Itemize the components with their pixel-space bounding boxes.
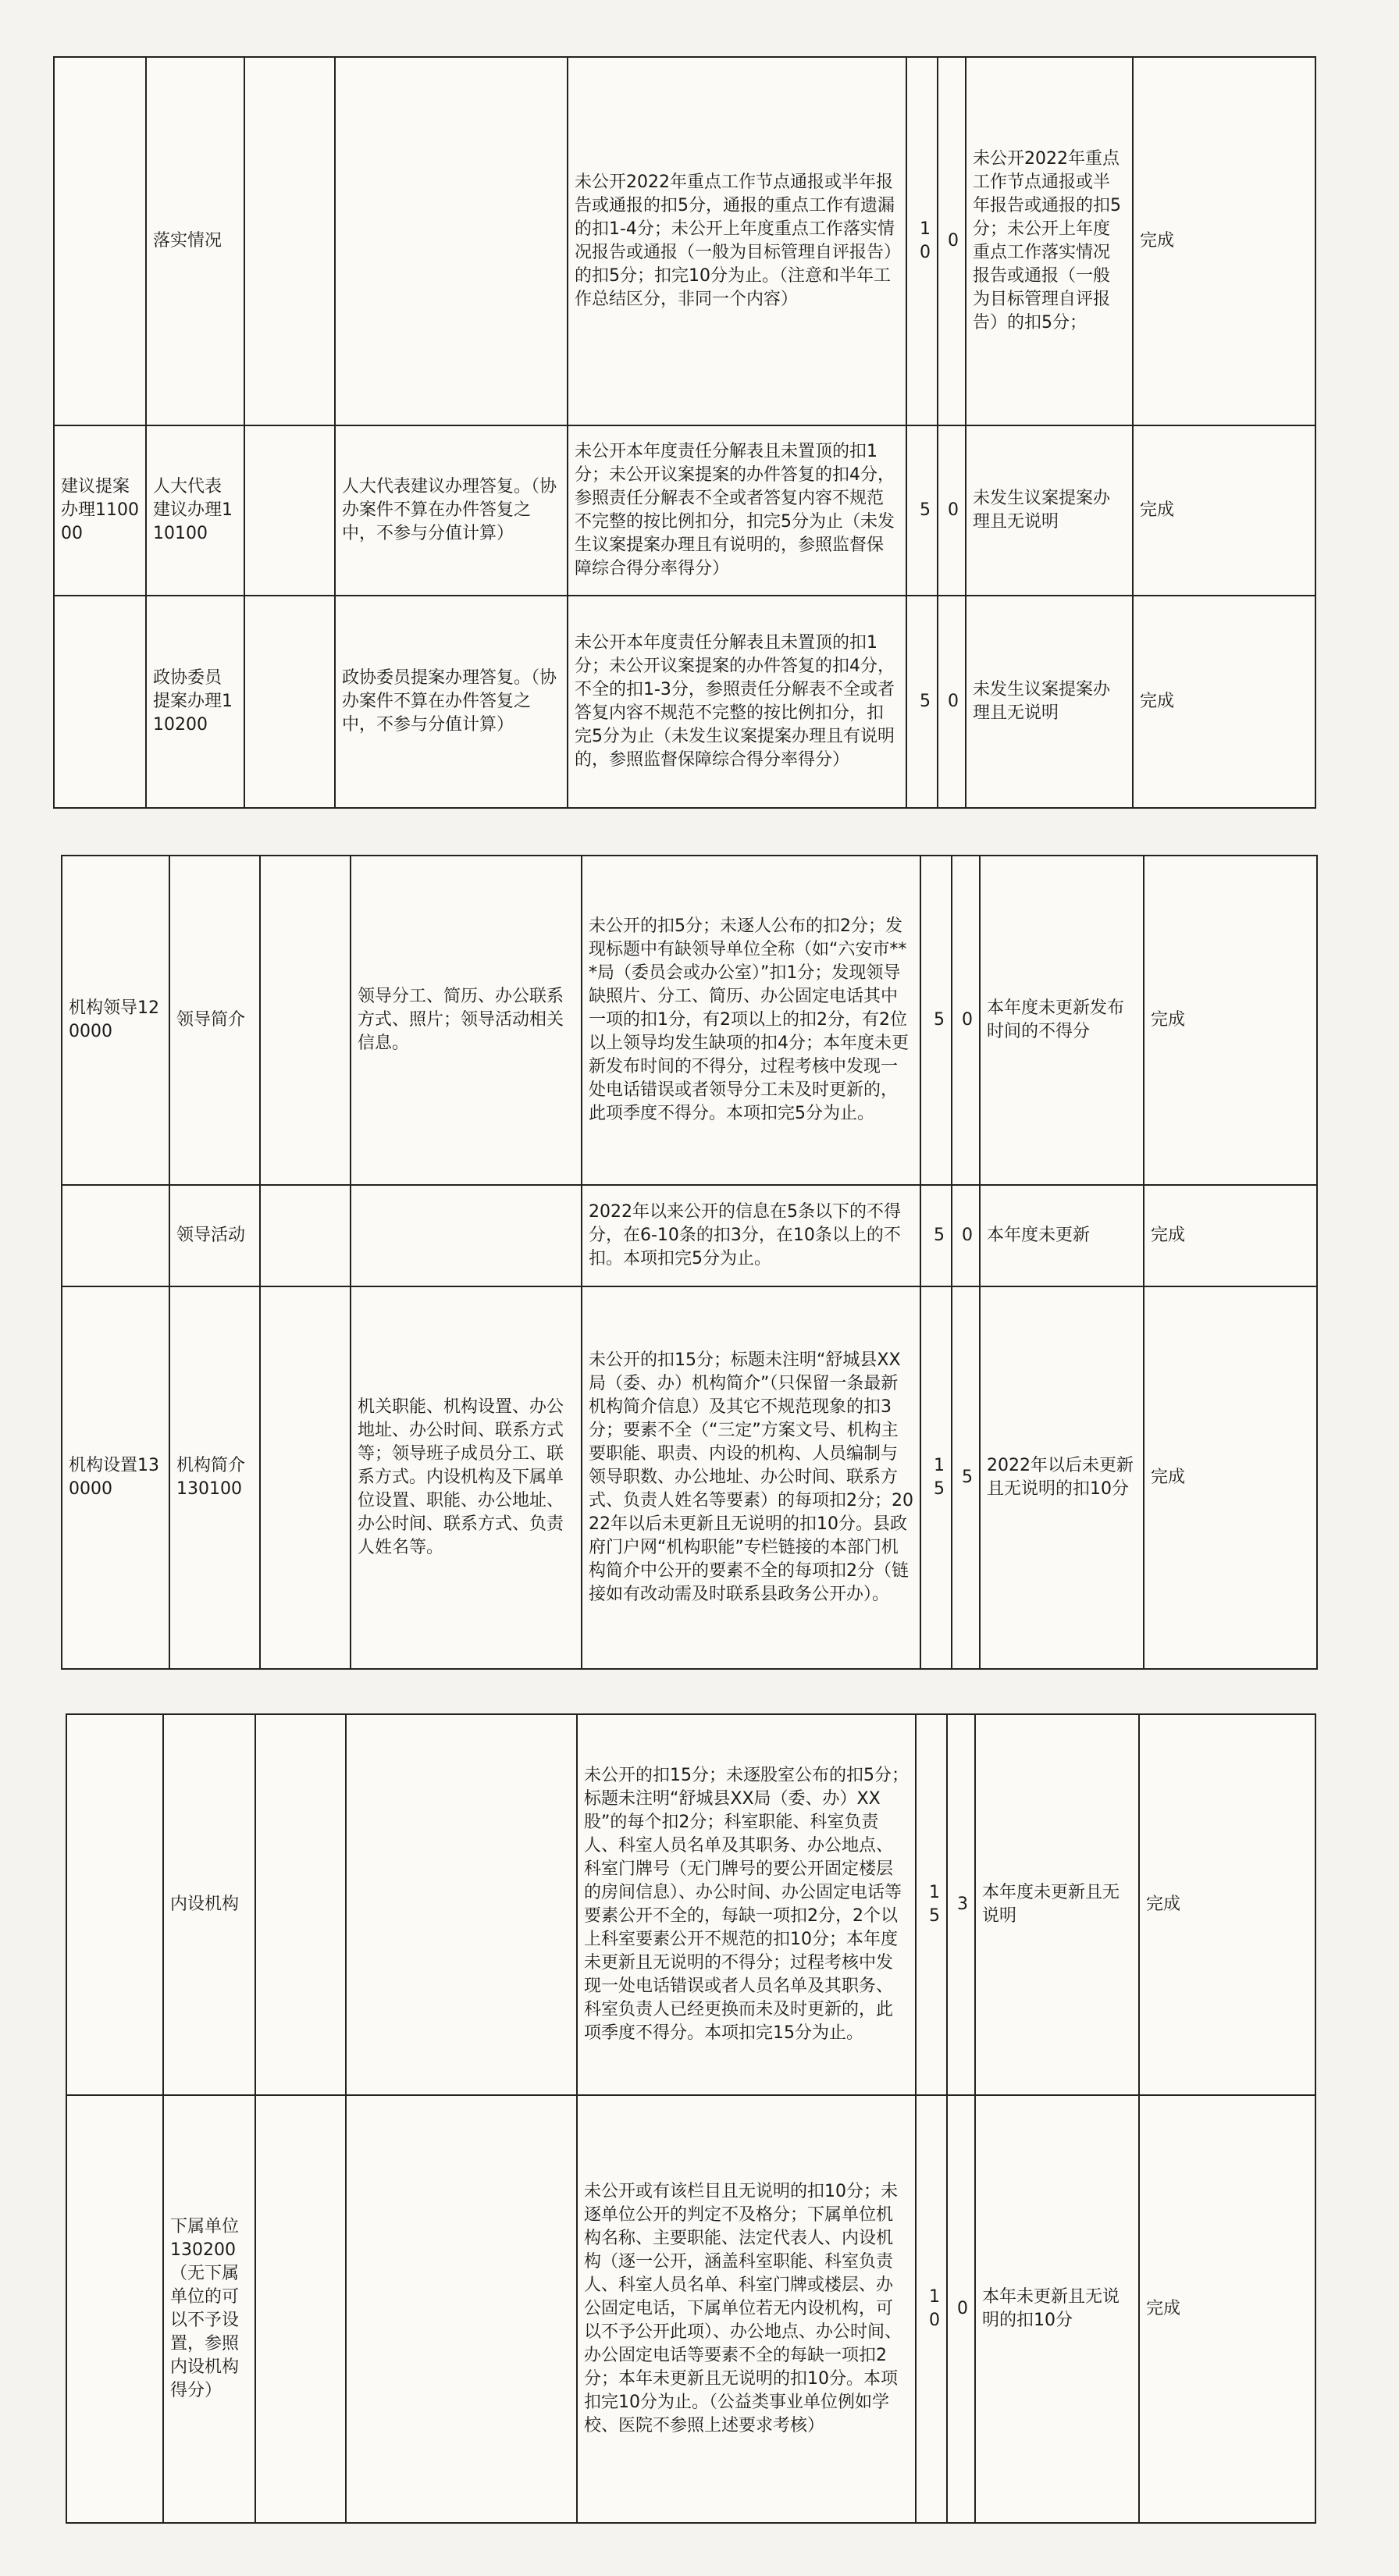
evaluation-table-2 (61, 855, 1318, 1670)
criteria-cell: 未公开的扣15分；标题未注明“舒城县XX局（委、办）机构简介”（只保留一条最新机构简介信息）及其它不规范现象的扣3分；要素不全（“三定”方案文号、机构主要职能、职责、内设的机构、人员编制与领导职数、办公地址、办公时间、联系方式、负责人姓名等要素）的每项扣2分；2022年以后未更新且无说明的扣10分。县政府门户网“机构职能”专栏链接的本部门机构简介中公开的要素不全的每项扣2分（链接如有改动需及时联系县政务公开办）。 (582, 1286, 920, 1669)
content-cell: 政协委员提案办理答复。（协办案件不算在办件答复之中，不参与分值计算） (335, 596, 568, 808)
deduct-cell: 5 (952, 1286, 980, 1669)
criteria-cell: 未公开本年度责任分解表且未置顶的扣1分；未公开议案提案的办件答复的扣4分，参照责任分解表不全或者答复内容不规范不完整的按比例扣分，扣完5分为止（未发生议案提案办理且有说明的，参照监督保障综合得分率得分） (568, 425, 906, 596)
item-cell: 下属单位130200（无下属单位的可以不予设置，参照内设机构得分） (163, 2095, 255, 2523)
remark-cell: 本年度未更新发布时间的不得分 (980, 856, 1144, 1185)
table-row (62, 1286, 1317, 1669)
item-cell: 落实情况 (146, 57, 244, 425)
result-cell: 完成 (1133, 425, 1315, 596)
content-cell: 人大代表建议办理答复。（协办案件不算在办件答复之中，不参与分值计算） (335, 425, 568, 596)
table-row (66, 1714, 1315, 2095)
criteria-cell: 未公开本年度责任分解表且未置顶的扣1分；未公开议案提案的办件答复的扣4分，不全的扣1-3分，参照责任分解表不全或者答复内容不规范不完整的按比例扣分，扣完5分为止（未发生议案提案办理且有说明的，参照监督保障综合得分率得分） (568, 596, 906, 808)
item-cell: 机构简介130100 (169, 1286, 260, 1669)
remark-cell: 2022年以后未更新且无说明的扣10分 (980, 1286, 1144, 1669)
item-cell: 内设机构 (163, 1714, 255, 2095)
remark-cell: 本年度未更新 (980, 1185, 1144, 1286)
category-cell (54, 57, 146, 425)
deduct-cell: 0 (947, 2095, 975, 2523)
score-cell: 15 (916, 1714, 947, 2095)
result-cell: 完成 (1144, 1286, 1317, 1669)
result-cell: 完成 (1144, 856, 1317, 1185)
sub-item-cell (255, 1714, 346, 2095)
deduct-cell: 0 (952, 856, 980, 1185)
remark-cell: 本年度未更新且无说明 (975, 1714, 1139, 2095)
item-cell: 领导简介 (169, 856, 260, 1185)
deduct-cell: 0 (938, 57, 966, 425)
criteria-cell: 未公开2022年重点工作节点通报或半年报告或通报的扣5分，通报的重点工作有遗漏的扣1-4分；未公开上年度重点工作落实情况报告或通报（一般为目标管理自评报告）的扣5分；扣完10分为止。（注意和半年工作总结区分，非同一个内容） (568, 57, 906, 425)
sub-item-cell (244, 57, 335, 425)
category-cell: 建议提案办理110000 (54, 425, 146, 596)
category-cell (66, 1714, 163, 2095)
category-cell: 机构领导120000 (62, 856, 169, 1185)
sub-item-cell (260, 1286, 351, 1669)
criteria-cell: 未公开或有该栏目且无说明的扣10分；未逐单位公开的判定不及格分；下属单位机构名称、主要职能、法定代表人、内设机构（逐一公开，涵盖科室职能、科室负责人、科室人员名单、科室门牌或楼层、办公固定电话，下属单位若无内设机构，可以不予公开此项）、办公地点、办公时间、办公固定电话等要素不全的每缺一项扣2分；本年未更新且无说明的扣10分。本项扣完10分为止。（公益类事业单位例如学校、医院不参照上述要求考核） (577, 2095, 916, 2523)
criteria-cell: 未公开的扣15分；未逐股室公布的扣5分；标题未注明“舒城县XX局（委、办）XX股”的每个扣2分；科室职能、科室负责人、科室人员名单及其职务、办公地点、科室门牌号（无门牌号的要公开固定楼层的房间信息）、办公时间、办公固定电话等要素公开不全的，每缺一项扣2分，2个以上科室要素公开不规范的扣10分；本年度未更新且无说明的不得分；过程考核中发现一处电话错误或者人员名单及其职务、科室负责人已经更换而未及时更新的，此项季度不得分。本项扣完15分为止。 (577, 1714, 916, 2095)
sub-item-cell (244, 596, 335, 808)
content-cell (346, 2095, 577, 2523)
criteria-cell: 2022年以来公开的信息在5条以下的不得分，在6-10条的扣3分，在10条以上的不扣。本项扣完5分为止。 (582, 1185, 920, 1286)
result-cell: 完成 (1139, 1714, 1315, 2095)
result-cell: 完成 (1139, 2095, 1315, 2523)
evaluation-table-3 (66, 1713, 1316, 2524)
deduct-cell: 0 (938, 425, 966, 596)
sub-item-cell (260, 856, 351, 1185)
deduct-cell: 0 (952, 1185, 980, 1286)
table-row (54, 57, 1315, 425)
score-cell: 15 (920, 1286, 952, 1669)
item-cell: 政协委员提案办理110200 (146, 596, 244, 808)
result-cell: 完成 (1133, 57, 1315, 425)
remark-cell: 未公开2022年重点工作节点通报或半年报告或通报的扣5分；未公开上年度重点工作落实情况报告或通报（一般为目标管理自评报告）的扣5分； (966, 57, 1133, 425)
score-cell: 5 (906, 425, 938, 596)
evaluation-table-1 (53, 56, 1316, 809)
category-cell: 机构设置130000 (62, 1286, 169, 1669)
category-cell (62, 1185, 169, 1286)
score-cell: 10 (916, 2095, 947, 2523)
remark-cell: 未发生议案提案办理且无说明 (966, 425, 1133, 596)
content-cell: 机关职能、机构设置、办公地址、办公时间、联系方式等；领导班子成员分工、联系方式。内设机构及下属单位设置、职能、办公地址、办公时间、联系方式、负责人姓名等。 (351, 1286, 582, 1669)
result-cell: 完成 (1144, 1185, 1317, 1286)
content-cell (351, 1185, 582, 1286)
result-cell: 完成 (1133, 596, 1315, 808)
table-row (54, 596, 1315, 808)
content-cell: 领导分工、简历、办公联系方式、照片；领导活动相关信息。 (351, 856, 582, 1185)
score-cell: 5 (920, 856, 952, 1185)
sub-item-cell (255, 2095, 346, 2523)
table-row (62, 1185, 1317, 1286)
deduct-cell: 0 (938, 596, 966, 808)
deduct-cell: 3 (947, 1714, 975, 2095)
remark-cell: 本年未更新且无说明的扣10分 (975, 2095, 1139, 2523)
score-cell: 5 (920, 1185, 952, 1286)
category-cell (54, 596, 146, 808)
criteria-cell: 未公开的扣5分；未逐人公布的扣2分；发现标题中有缺领导单位全称（如“六安市***局（委员会或办公室）”扣1分；发现领导缺照片、分工、简历、办公固定电话其中一项的扣1分，有2项以上的扣2分，有2位以上领导均发生缺项的扣4分；本年度未更新发布时间的不得分，过程考核中发现一处电话错误或者领导分工未及时更新的，此项季度不得分。本项扣完5分为止。 (582, 856, 920, 1185)
item-cell: 人大代表建议办理110100 (146, 425, 244, 596)
sub-item-cell (244, 425, 335, 596)
remark-cell: 未发生议案提案办理且无说明 (966, 596, 1133, 808)
sub-item-cell (260, 1185, 351, 1286)
table-row (62, 856, 1317, 1185)
score-cell: 10 (906, 57, 938, 425)
content-cell (346, 1714, 577, 2095)
item-cell: 领导活动 (169, 1185, 260, 1286)
content-cell (335, 57, 568, 425)
score-cell: 5 (906, 596, 938, 808)
table-row (54, 425, 1315, 596)
table-row (66, 2095, 1315, 2523)
category-cell (66, 2095, 163, 2523)
